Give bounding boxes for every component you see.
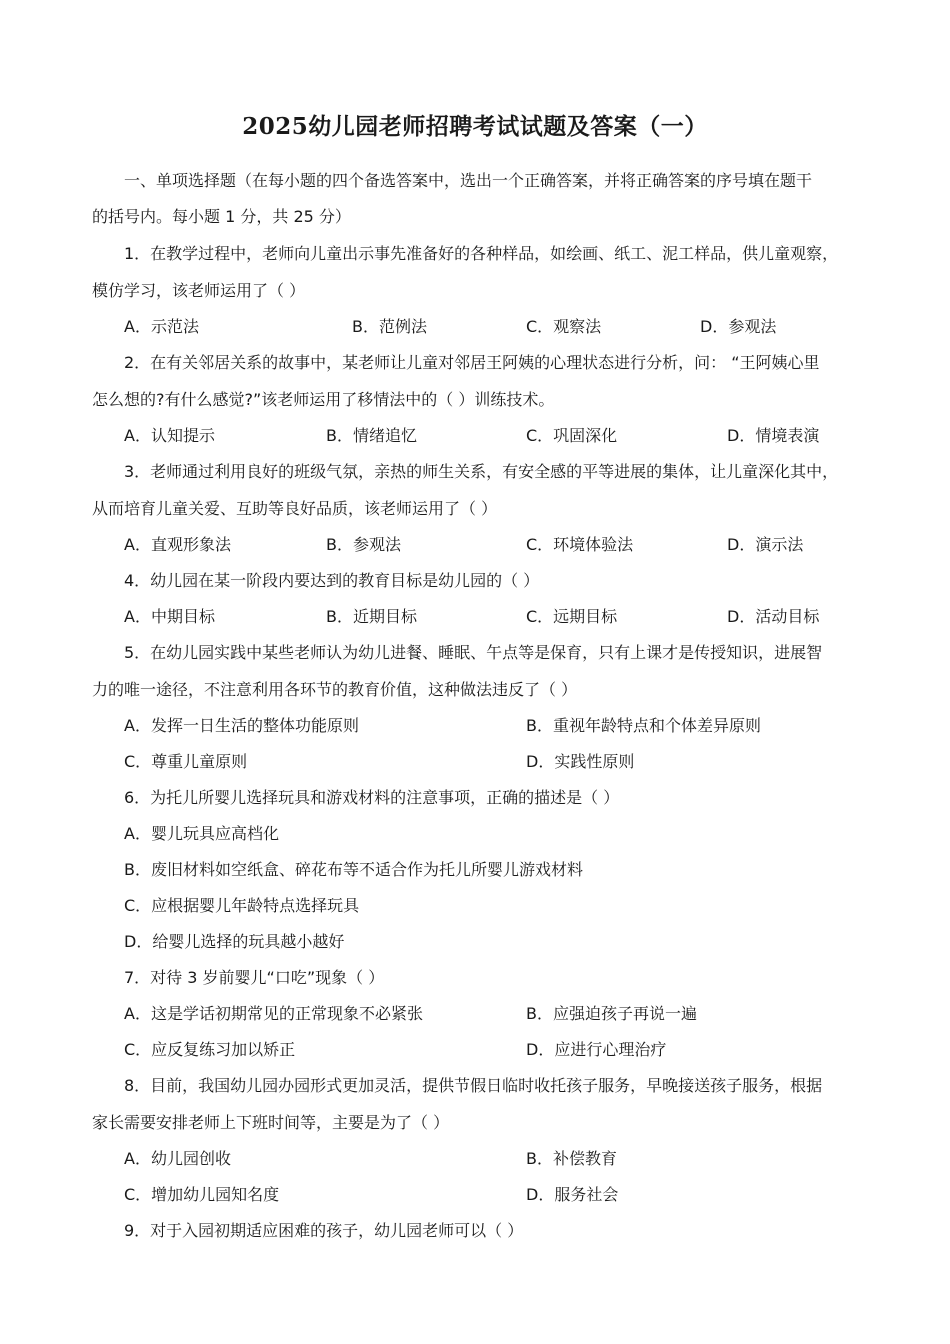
question-1-text-cont: 模仿学习，该老师运用了（ ） — [92, 281, 306, 300]
question-6-text: 6．为托儿所婴儿选择玩具和游戏材料的注意事项，正确的描述是（ ） — [124, 788, 620, 807]
question-9-text: 9．对于入园初期适应困难的孩子，幼儿园老师可以（ ） — [124, 1221, 524, 1240]
question-8-text-cont: 家长需要安排老师上下班时间等，主要是为了（ ） — [92, 1113, 450, 1132]
question-2-option-b: B．情绪追忆 — [326, 426, 417, 445]
question-2-text: 2．在有关邻居关系的故事中，某老师让儿童对邻居王阿姨的心理状态进行分析，问： “王阿姨心里 — [124, 353, 820, 372]
question-6-option-a: A．婴儿玩具应高档化 — [124, 824, 279, 843]
question-1-option-a: A．示范法 — [124, 317, 199, 336]
question-4-option-d: D．活动目标 — [727, 607, 820, 626]
page-title: 2025幼儿园老师招聘考试试题及答案（一） — [242, 113, 708, 140]
question-7-option-a: A．这是学话初期常见的正常现象不必紧张 — [124, 1004, 423, 1023]
question-4-option-b: B．近期目标 — [326, 607, 417, 626]
question-8-option-c: C．增加幼儿园知名度 — [124, 1185, 280, 1204]
question-7-option-b: B．应强迫孩子再说一遍 — [526, 1004, 697, 1023]
question-1-option-d: D．参观法 — [700, 317, 777, 336]
section-heading-line-1: 一、单项选择题（在每小题的四个备选答案中，选出一个正确答案，并将正确答案的序号填在题干 — [124, 171, 813, 190]
question-3-option-b: B．参观法 — [326, 535, 401, 554]
question-5-option-b: B．重视年龄特点和个体差异原则 — [526, 716, 761, 735]
question-5-option-d: D．实践性原则 — [526, 752, 635, 771]
question-8-option-b: B．补偿教育 — [526, 1149, 617, 1168]
question-5-option-c: C．尊重儿童原则 — [124, 752, 248, 771]
question-1-text: 1．在教学过程中，老师向儿童出示事先准备好的各种样品，如绘画、纸工、泥工样品，供儿童观察， — [124, 244, 839, 263]
question-3-text: 3．老师通过利用良好的班级气氛，亲热的师生关系，有安全感的平等进展的集体，让儿童深化其中， — [124, 462, 839, 481]
question-3-option-a: A．直观形象法 — [124, 535, 231, 554]
section-heading-line-2: 的括号内。每小题 1 分，共 25 分） — [92, 207, 351, 226]
question-6-option-d: D．给婴儿选择的玩具越小越好 — [124, 932, 345, 951]
question-3-option-d: D．演示法 — [727, 535, 804, 554]
question-5-text: 5．在幼儿园实践中某些老师认为幼儿进餐、睡眠、午点等是保育，只有上课才是传授知识，进展智 — [124, 643, 823, 662]
question-7-option-d: D．应进行心理治疗 — [526, 1040, 667, 1059]
question-2-option-a: A．认知提示 — [124, 426, 215, 445]
question-7-option-c: C．应反复练习加以矫正 — [124, 1040, 296, 1059]
question-2-option-c: C．巩固深化 — [526, 426, 618, 445]
question-6-option-c: C．应根据婴儿年龄特点选择玩具 — [124, 896, 360, 915]
question-1-option-b: B．范例法 — [352, 317, 427, 336]
question-2-text-cont: 怎么想的?有什么感觉?”该老师运用了移情法中的（ ）训练技术。 — [92, 390, 555, 409]
question-7-text: 7．对待 3 岁前婴儿“口吃”现象（ ） — [124, 968, 385, 987]
question-8-text: 8．目前，我国幼儿园办园形式更加灵活，提供节假日临时收托孩子服务，早晚接送孩子服务，根据 — [124, 1076, 823, 1095]
question-2-option-d: D．情境表演 — [727, 426, 820, 445]
question-5-option-a: A．发挥一日生活的整体功能原则 — [124, 716, 359, 735]
question-3-text-cont: 从而培育儿童关爱、互助等良好品质，该老师运用了（ ） — [92, 499, 498, 518]
question-8-option-a: A．幼儿园创收 — [124, 1149, 231, 1168]
question-4-text: 4．幼儿园在某一阶段内要达到的教育目标是幼儿园的（ ） — [124, 571, 540, 590]
question-5-text-cont: 力的唯一途径，不注意利用各环节的教育价值，这种做法违反了（ ） — [92, 680, 578, 699]
question-1-option-c: C．观察法 — [526, 317, 602, 336]
question-6-option-b: B．废旧材料如空纸盒、碎花布等不适合作为托儿所婴儿游戏材料 — [124, 860, 583, 879]
question-4-option-c: C．远期目标 — [526, 607, 618, 626]
question-3-option-c: C．环境体验法 — [526, 535, 634, 554]
question-8-option-d: D．服务社会 — [526, 1185, 619, 1204]
question-4-option-a: A．中期目标 — [124, 607, 215, 626]
